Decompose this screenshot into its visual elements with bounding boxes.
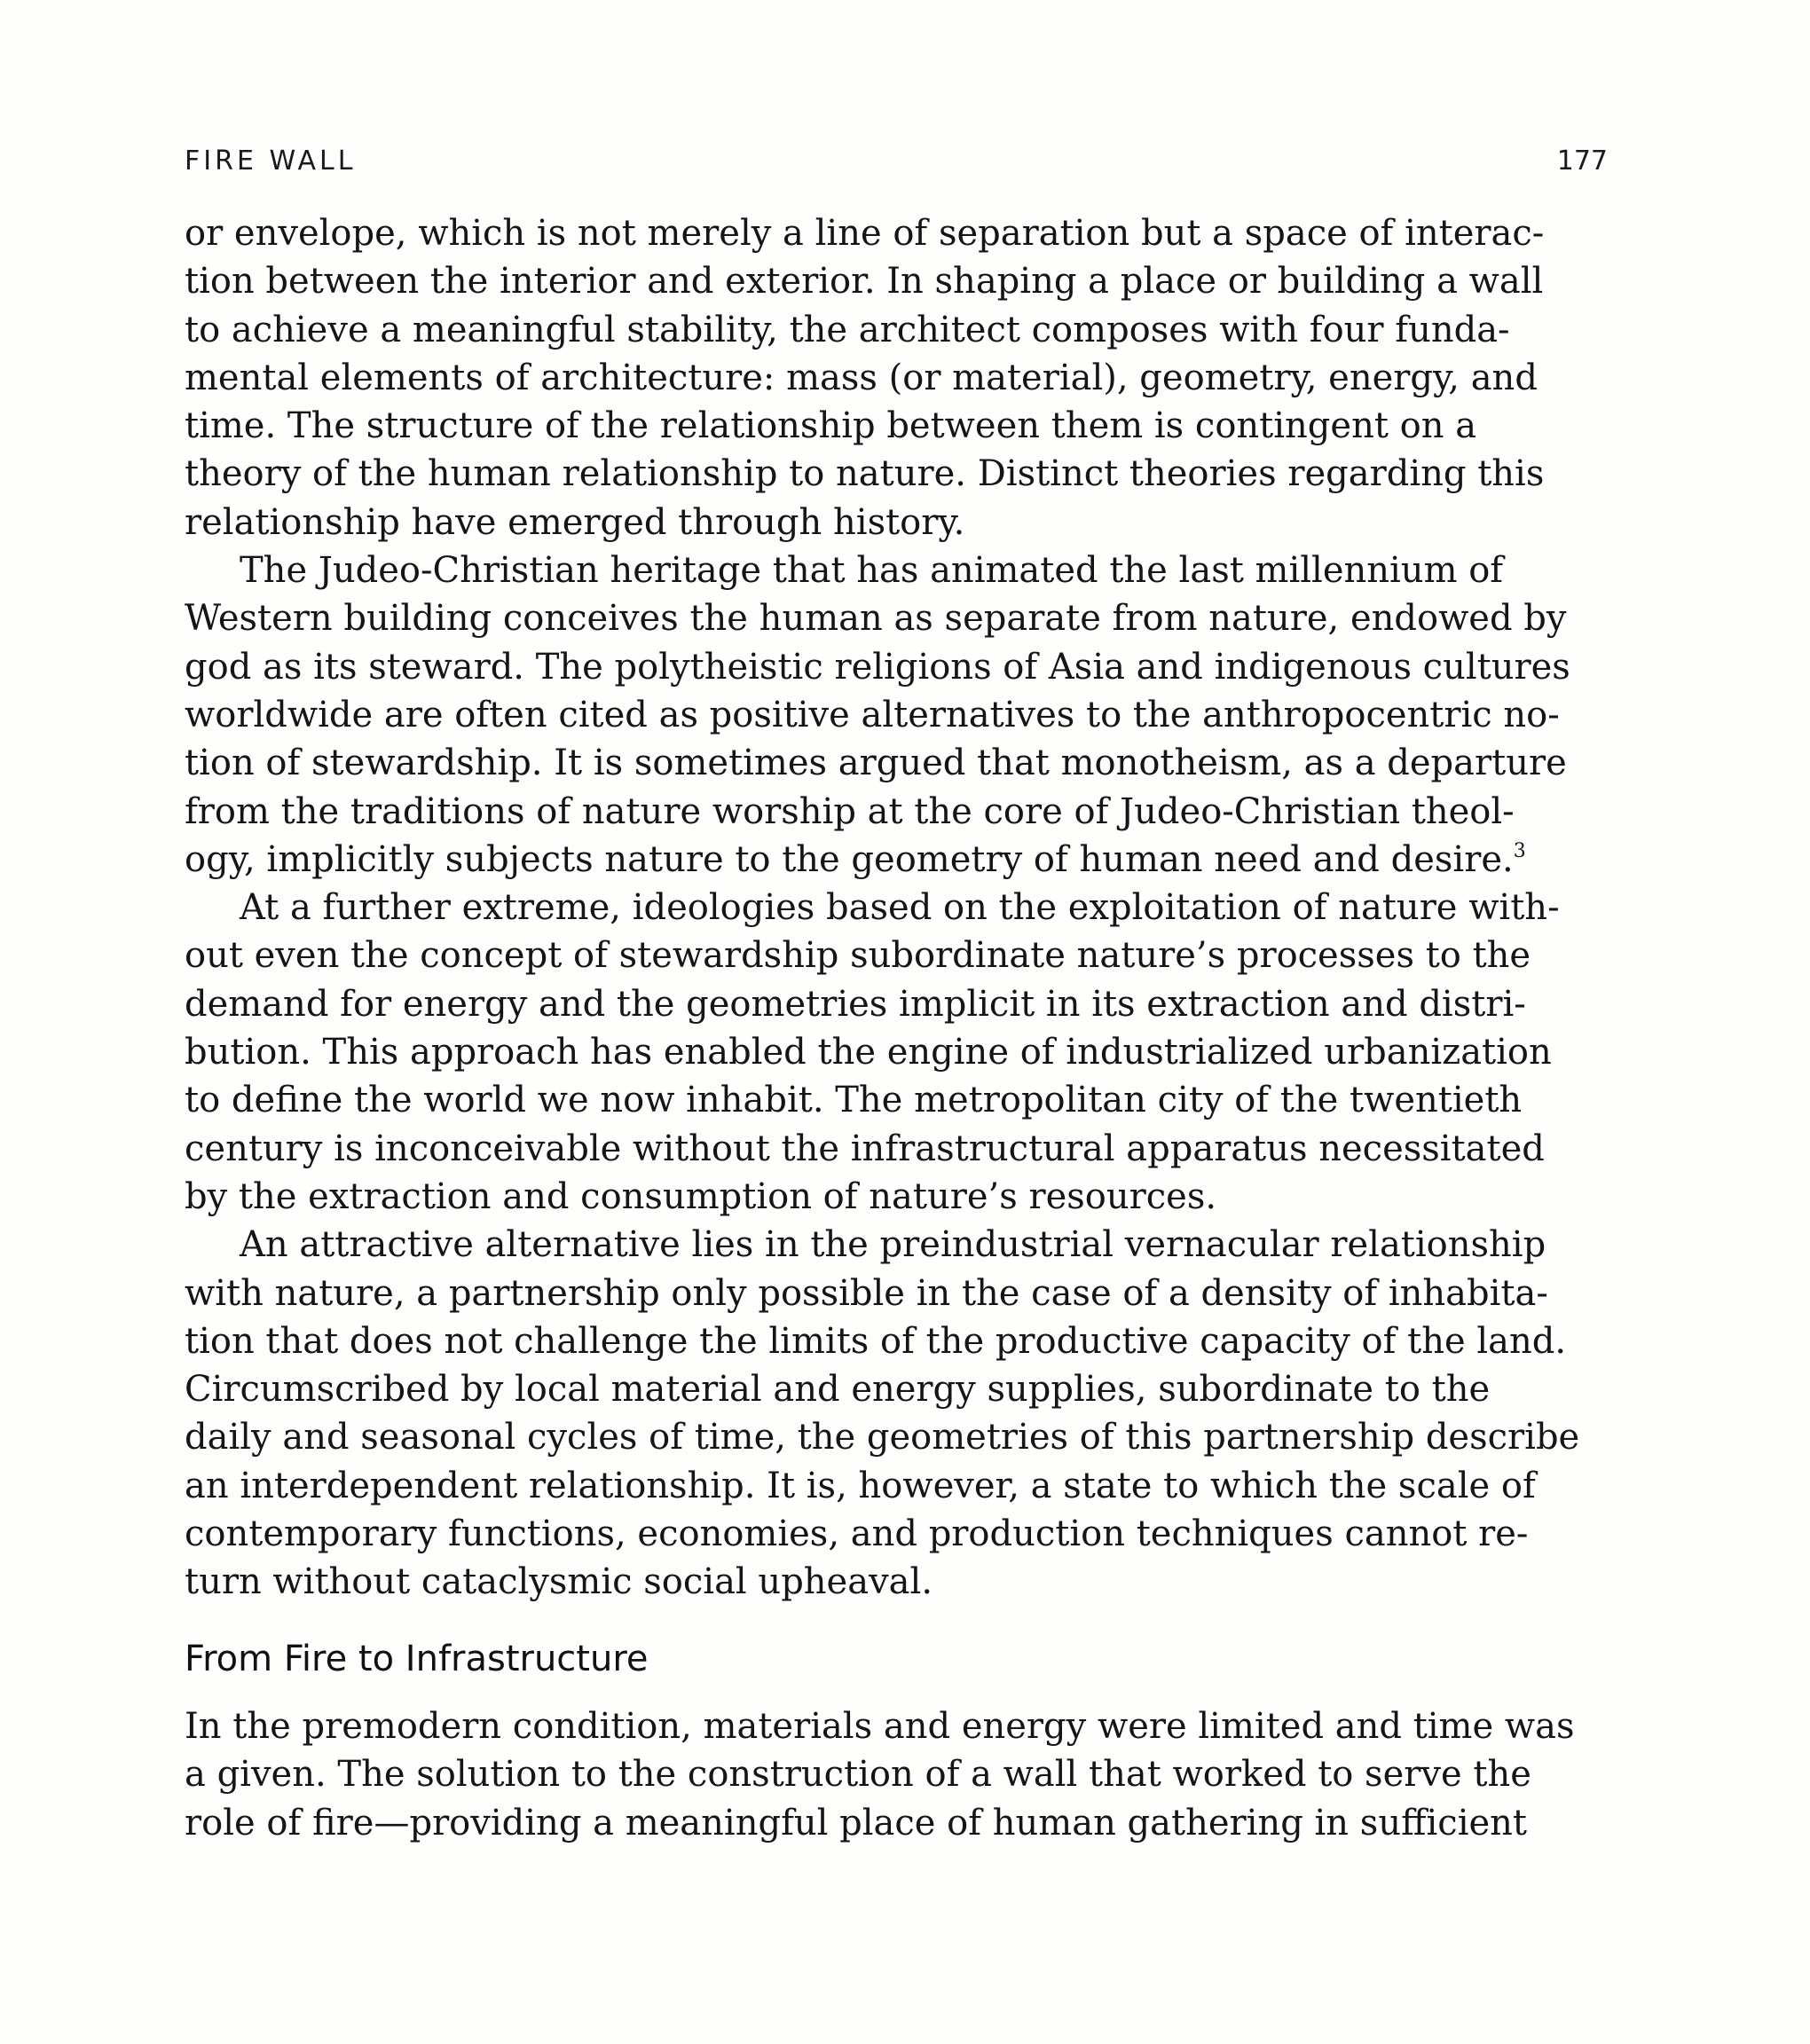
paragraph-2: [185, 546, 1570, 884]
text-line: time. The structure of the relationship between them is contingent on a: [185, 405, 1477, 447]
text-line: an interdependent relationship. It is, however, a state to which the scale of: [185, 1465, 1536, 1506]
text-line: out even the concept of stewardship subordinate nature’s processes to the: [185, 935, 1531, 977]
text-line: demand for energy and the geometries implicit in its extraction and distri-: [185, 983, 1526, 1025]
text-line: to achieve a meaningful stability, the architect composes with four funda-: [185, 309, 1510, 350]
text-line: Western building conceives the human as separate from nature, endowed by: [185, 598, 1567, 640]
paragraph-3: [185, 884, 1560, 1221]
text-line: by the extraction and consumption of nature’s resources.: [185, 1175, 1217, 1217]
page-number: 177: [1556, 145, 1608, 177]
text-line: In the premodern condition, materials and energy were limited and time was: [185, 1706, 1575, 1747]
text-line: bution. This approach has enabled the engine of industrialized urbanization: [185, 1032, 1552, 1073]
text-line: daily and seasonal cycles of time, the geometries of this partnership describe: [185, 1417, 1580, 1458]
text-line: god as its steward. The polytheistic religions of Asia and indigenous cultures: [185, 646, 1570, 688]
section-heading: From Fire to Infrastructure: [185, 1639, 649, 1679]
text-line-content: ogy, implicitly subjects nature to the geometry of human need and desire.: [185, 838, 1514, 880]
text-line: contemporary functions, economies, and production techniques cannot re-: [185, 1513, 1529, 1555]
running-head: [185, 142, 1608, 181]
text-line: worldwide are often cited as positive alternatives to the anthropocentric no-: [185, 694, 1560, 735]
text-line: tion between the interior and exterior. In shaping a place or building a wall: [185, 261, 1544, 303]
text-line: with nature, a partnership only possible in the case of a density of inhabita-: [185, 1272, 1548, 1314]
text-line: relationship have emerged through history.: [185, 501, 965, 543]
text-line: century is inconceivable without the infrastructural apparatus necessitated: [185, 1128, 1545, 1169]
text-line: from the traditions of nature worship at the core of Judeo-Christian theol-: [185, 790, 1515, 832]
footnote-marker[interactable]: 3: [1513, 839, 1526, 862]
text-line: a given. The solution to the construction of a wall that worked to serve the: [185, 1754, 1531, 1796]
paragraph-5: [185, 1702, 1575, 1847]
text-line: Circumscribed by local material and energy supplies, subordinate to the: [185, 1369, 1491, 1411]
body-text: [185, 209, 1580, 1607]
paragraph-4: [185, 1221, 1580, 1606]
text-line: turn without cataclysmic social upheaval.: [185, 1561, 933, 1603]
text-line: mental elements of architecture: mass (or material), geometry, energy, and: [185, 357, 1538, 398]
text-line: or envelope, which is not merely a line of separation but a space of interac-: [185, 213, 1545, 254]
section-body-text: [185, 1702, 1575, 1847]
text-line: The Judeo-Christian heritage that has animated the last millennium of: [240, 550, 1504, 592]
text-line: An attractive alternative lies in the preindustrial vernacular relationship: [240, 1224, 1546, 1266]
text-line: tion that does not challenge the limits of the productive capacity of the land.: [185, 1320, 1567, 1362]
text-line: role of fire—providing a meaningful place of human gathering in sufficient: [185, 1802, 1527, 1844]
text-line-with-footnote: [185, 836, 1526, 884]
text-line: to define the world we now inhabit. The metropolitan city of the twentieth: [185, 1080, 1523, 1121]
text-line: At a further extreme, ideologies based on the exploitation of nature with-: [240, 887, 1560, 929]
paragraph-1: [185, 209, 1545, 546]
text-line: theory of the human relationship to nature. Distinct theories regarding this: [185, 453, 1545, 495]
text-line: tion of stewardship. It is sometimes argued that monotheism, as a departure: [185, 743, 1567, 784]
running-title: FIRE WALL: [185, 145, 357, 177]
